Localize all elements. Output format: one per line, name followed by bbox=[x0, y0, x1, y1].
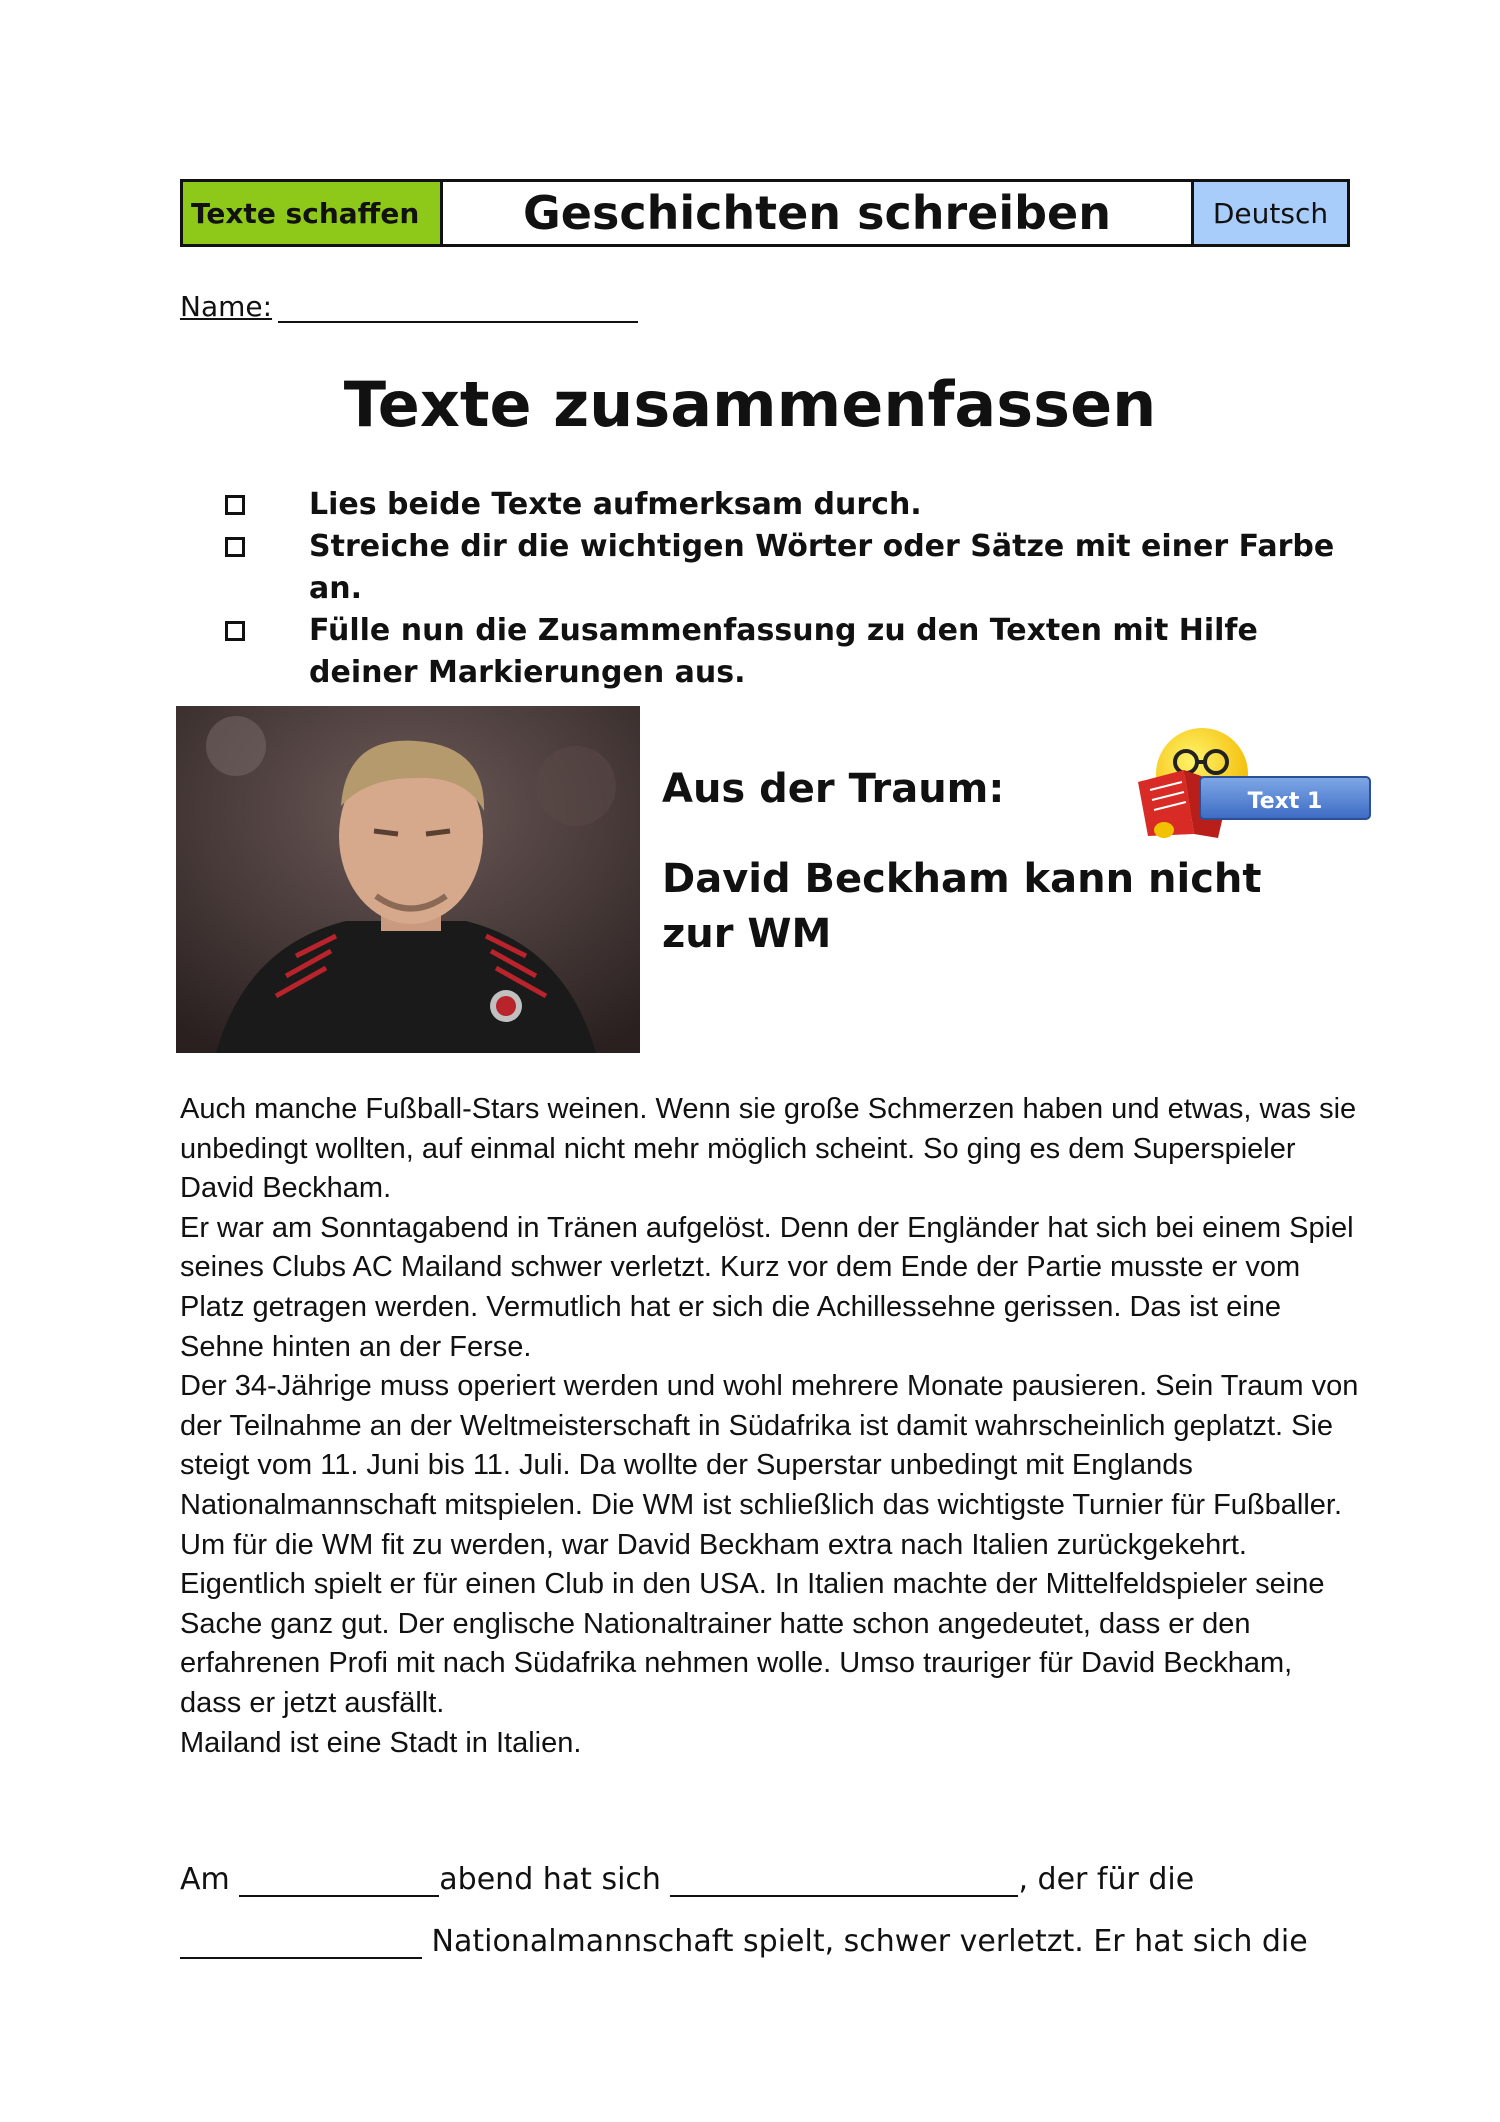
topic-title: Geschichten schreiben bbox=[522, 186, 1111, 240]
summary-text: , der für die bbox=[1018, 1862, 1195, 1897]
article-paragraph: Um für die WM fit zu werden, war David Beckham extra nach Italien zurückgekehrt. Eigentlich spielt er für einen Club in den USA. In Italien machte der Mittelfeldspieler seine Sache ganz gut. Der englische Nationaltrainer hatte schon angedeutet, dass er den erfahrenen Profi mit nach Südafrika nehmen wolle. Umso trauriger für David Beckham, dass er jetzt ausfällt. bbox=[180, 1528, 1325, 1719]
article-headline: David Beckham kann nicht zur WM bbox=[662, 856, 1262, 957]
summary-line-1 bbox=[180, 1862, 1360, 1897]
article-body bbox=[180, 1090, 1360, 1763]
checkbox[interactable] bbox=[225, 537, 245, 557]
task-item bbox=[225, 526, 1335, 610]
article-paragraph: Der 34-Jährige muss operiert werden und wohl mehrere Monate pausieren. Sein Traum von der Teilnahme an der Weltmeisterschaft in Südafrika ist damit wahrscheinlich geplatzt. Sie steigt vom 11. Juni bis 11. Juli. Da wollte der Superstar unbedingt mit Englands Nationalmannschaft mitspielen. Die WM ist schließlich das wichtigste Turnier für Fußballer. bbox=[180, 1370, 1359, 1521]
summary-blank[interactable] bbox=[180, 1927, 422, 1959]
task-text: Lies beide Texte aufmerksam durch. bbox=[309, 487, 922, 522]
subject-label: Deutsch bbox=[1191, 182, 1347, 244]
checkbox[interactable] bbox=[225, 621, 245, 641]
category-label: Texte schaffen bbox=[183, 182, 443, 244]
article-kicker: Aus der Traum: bbox=[662, 766, 1005, 812]
name-field-row bbox=[180, 290, 638, 323]
summary-text: abend hat sich bbox=[439, 1862, 671, 1897]
name-label: Name: bbox=[180, 290, 273, 323]
task-text: Fülle nun die Zusammenfassung zu den Texten mit Hilfe deiner Markierungen aus. bbox=[309, 613, 1258, 690]
summary-text: Nationalmannschaft spielt, schwer verletzt. Er hat sich die bbox=[422, 1924, 1308, 1959]
summary-text: Am bbox=[180, 1862, 240, 1897]
name-field[interactable] bbox=[278, 291, 638, 323]
reading-smiley-icon bbox=[1134, 726, 1374, 846]
text-badge-label: Text 1 bbox=[1247, 789, 1323, 814]
worksheet-header bbox=[180, 179, 1350, 247]
task-item bbox=[225, 610, 1335, 694]
article-paragraph: Auch manche Fußball-Stars weinen. Wenn sie große Schmerzen haben und etwas, was sie unbedingt wollten, auf einmal nicht mehr möglich scheint. So ging es dem Superspieler David Beckham. bbox=[180, 1093, 1357, 1205]
article-paragraph: Er war am Sonntagabend in Tränen aufgelöst. Denn der Engländer hat sich bei einem Spiel seines Clubs AC Mailand schwer verletzt. Kurz vor dem Ende der Partie musste er vom Platz getragen werden. Vermutlich hat er sich die Achillessehne gerissen. Das ist eine Sehne hinten an der Ferse. bbox=[180, 1211, 1354, 1363]
text-badge bbox=[1134, 726, 1374, 846]
summary-blank[interactable] bbox=[670, 1865, 1018, 1897]
task-item bbox=[225, 484, 1335, 526]
article-paragraph: Mailand ist eine Stadt in Italien. bbox=[180, 1726, 582, 1759]
task-text: Streiche dir die wichtigen Wörter oder Sätze mit einer Farbe an. bbox=[309, 529, 1335, 606]
page-title: Texte zusammenfassen bbox=[343, 368, 1157, 441]
summary-line-2 bbox=[180, 1924, 1360, 1959]
task-list bbox=[225, 484, 1335, 694]
checkbox[interactable] bbox=[225, 495, 245, 515]
player-photo bbox=[176, 706, 640, 1053]
summary-blank[interactable] bbox=[239, 1865, 439, 1897]
